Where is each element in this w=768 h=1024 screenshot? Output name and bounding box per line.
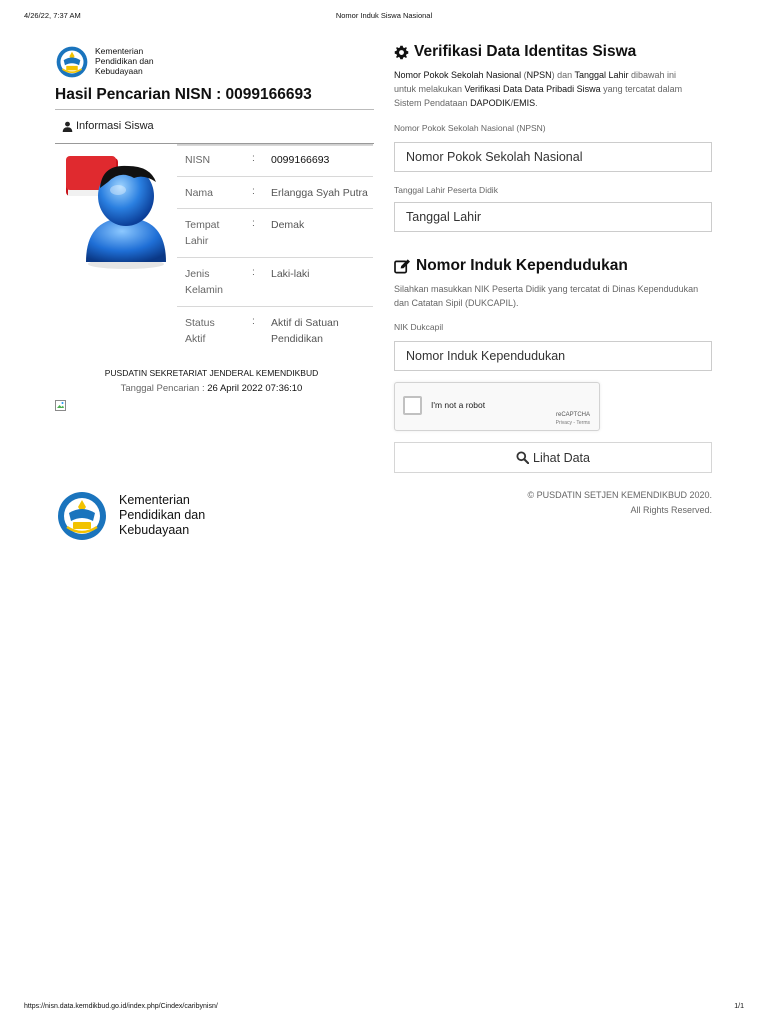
recaptcha-text: I'm not a robot [431,400,486,410]
npsn-label: Nomor Pokok Sekolah Nasional (NPSN) [394,123,546,133]
nik-label: NIK Dukcapil [394,322,444,332]
npsn-input[interactable] [394,142,712,172]
copyright-line1: © PUSDATIN SETJEN KEMENDIKBUD 2020. [527,490,712,500]
table-row-nama [177,176,373,209]
row-value: Erlangga Syah Putra [271,187,368,199]
nik-description: Silahkan masukkan NIK Peserta Didik yang tercatat di Dinas Kependudukan dan Catatan Sipil (DUKCAPIL). [394,284,699,308]
tab-label: Informasi Siswa [76,120,154,132]
print-url: https://nisn.data.kemdikbud.go.id/index.php/Cindex/caribynisn/ [24,1003,218,1010]
verifikasi-heading [394,43,636,61]
row-colon: : [252,266,255,278]
recaptcha-brand: reCAPTCHA Privacy - Terms [555,412,590,426]
nik-title: Nomor Induk Kependudukan [416,257,628,274]
table-row-jenis-kelamin [177,257,373,307]
verifikasi-title: Verifikasi Data Identitas Siswa [414,43,637,60]
table-row-nisn [177,145,373,177]
row-value: Aktif di Satuan Pendidikan [271,317,339,345]
table-row-status-aktif [177,306,373,355]
print-datetime: 4/26/22, 7:37 AM [24,11,81,20]
row-value: Demak [271,219,305,231]
row-colon: : [252,217,255,229]
tab-informasi-siswa[interactable] [62,120,154,132]
verifikasi-description: Nomor Pokok Sekolah Nasional (NPSN) dan Tanggal Lahir dibawah ini untuk melakukan Verifikasi Data Data Pribadi Siswa yang tercatat dalam Sistem Pendataan DAPODIK/EMIS. [394,70,683,108]
print-page-title: Nomor Induk Siswa Nasional [335,11,433,20]
recaptcha-widget [394,382,600,431]
search-icon [516,451,529,464]
student-avatar-icon [64,152,168,270]
tut-wuri-handayani-logo [57,491,107,541]
row-colon: : [252,185,255,197]
row-value: 0099166693 [271,154,330,166]
lihat-data-button[interactable] [394,442,712,473]
row-label: NISN [185,154,211,166]
lihat-data-label: Lihat Data [533,450,590,465]
table-row-tempat-lahir [177,208,373,258]
recaptcha-checkbox[interactable] [403,396,422,415]
result-title: Hasil Pencarian NISN : 0099166693 [55,86,312,103]
org-line: PUSDATIN SEKRETARIAT JENDERAL KEMENDIKBUD [104,368,319,378]
row-label: Tempat Lahir [185,219,220,247]
print-page-number: 1/1 [734,1003,744,1010]
row-label: Nama [185,187,214,199]
tanggal-lahir-input[interactable] [394,202,712,232]
copyright-line2: All Rights Reserved. [630,505,712,515]
row-colon: : [252,152,255,164]
ministry-name-large: Kementerian Pendidikan dan Kebudayaan [119,493,206,537]
recaptcha-links[interactable]: Privacy - Terms [555,420,590,426]
user-icon [62,121,73,132]
ministry-name: Kementerian Pendidikan dan Kebudayaan [95,46,154,76]
nik-heading [394,257,628,275]
tut-wuri-handayani-logo [56,46,88,78]
gear-icon [394,45,409,60]
row-value: Laki-laki [271,268,310,280]
broken-image-icon [55,400,66,411]
row-label: Status Aktif [185,317,215,345]
search-date: Tanggal Pencarian : 26 April 2022 07:36:10 [120,383,303,394]
tanggal-lahir-label: Tanggal Lahir Peserta Didik [394,185,498,195]
title-divider [55,109,374,110]
row-label: Jenis Kelamin [185,268,223,296]
edit-icon [394,259,411,274]
nik-input[interactable] [394,341,712,371]
row-colon: : [252,315,255,327]
